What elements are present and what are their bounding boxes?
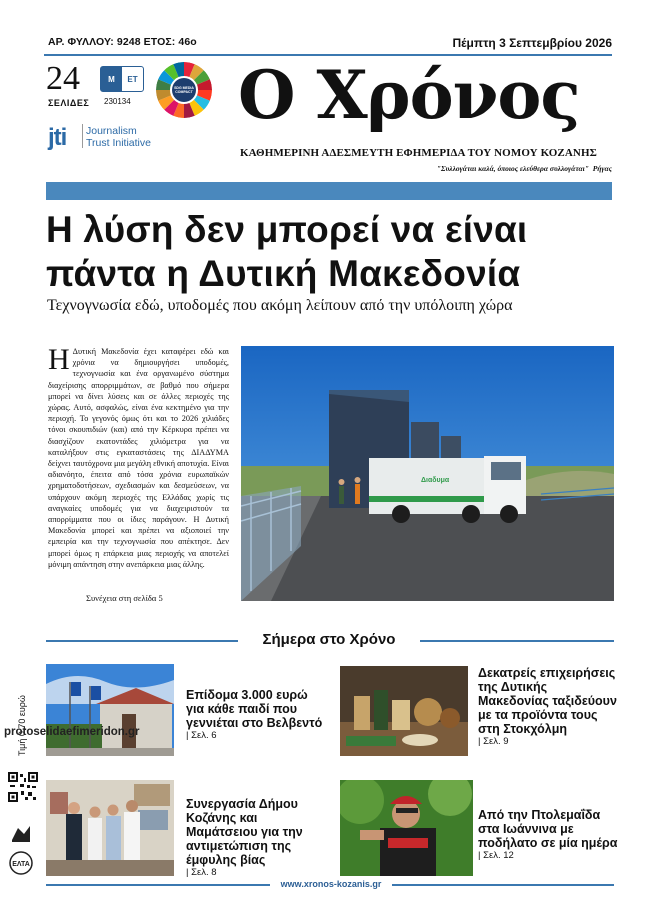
jti-logo: jti	[48, 124, 67, 151]
me-registry-badge	[100, 66, 144, 92]
newspaper-tagline: ΚΑΘΗΜΕΡΙΝΗ ΑΔΕΣΜΕΥΤΗ ΕΦΗΜΕΡΙΔΑ ΤΟΥ ΝΟΜΟΥ ΚΟΖΑΝΗΣ	[240, 147, 597, 159]
page-count-label: ΣΕΛΙΔΕΣ	[48, 98, 90, 108]
section-rule-right	[420, 640, 614, 642]
page-count: 24	[46, 60, 80, 97]
price-label	[12, 690, 30, 760]
drop-cap: Η	[48, 343, 70, 376]
postal-icon	[8, 822, 34, 848]
story-2-title: Δεκατρείς επιχειρήσεις της Δυτικής Μακεδονίας ταξιδεύουν με τα προϊόντα τους στη Στοκχόλμη	[478, 666, 617, 736]
story-2[interactable]	[478, 666, 618, 747]
me-badge-left: Μ	[101, 67, 122, 91]
footer-rule-right	[392, 884, 614, 886]
newspaper-title: Ο Χρόνος	[238, 56, 580, 134]
story-3[interactable]	[186, 797, 326, 878]
svg-text:Τιμή 0,70 ευρώ: Τιμή 0,70 ευρώ	[17, 695, 27, 756]
qr-code[interactable]	[8, 772, 38, 802]
lead-photo-garbage-truck	[241, 346, 614, 601]
story-thumbnail-products[interactable]	[340, 666, 468, 756]
story-2-page: | Σελ. 9	[478, 736, 509, 747]
section-rule-left	[46, 640, 238, 642]
lead-headline[interactable]: Η λύση δεν μπορεί να είναι πάντα η Δυτική Μακεδονία	[46, 209, 528, 294]
story-1-title: Επίδομα 3.000 ευρώ για κάθε παιδί που γεννιέται στο Βελβεντό	[186, 688, 323, 730]
story-3-page: | Σελ. 8	[186, 867, 217, 878]
story-1-page: | Σελ. 6	[186, 730, 217, 741]
lead-body: Η Δυτική Μακεδονία έχει καταφέρει εδώ και χρόνια να δημιουργήσει υποδομές, τεχνογνωσία και ένα οργανωμένο σύστημα διαχείρισης απορριμμάτων, σε βαθμό που σήμερα μπορεί να δίνει λύσεις και σε άλλες περιοχές της χώρας. Αυτό, ασφαλώς, είναι ένα κεκτημένο για την περιοχή. Το γεγονός όμως ότι και το 2026 χιλιάδες τόνοι σκουπιδιών (και) από την Κέρκυρα πρέπει να διασχίζουν εκατοντάδες χιλιόμετρα για να καταλήξουν στις εγκαταστάσεις της ΔΙΑΔΥΜΑ δείχνει ταυτόχρονα μια μεγάλη εθνική αποτυχία. Είναι αδιανόητο, έπειτα από τόσα χρόνια ευρωπαϊκών χρηματοδοτήσεων, σχεδιασμών και δεσμεύσεων, να υπάρχουν ακόμη περιοχές της Ελλάδας χωρίς τις αναγκαίες υποδομές για να διαχειριστούν τα απορρίμματα που οι ίδιες παράγουν. Η Δυτική Μακεδονία μπορεί και πρέπει να αξιοποιεί την εμπειρία και την τεχνογνωσία που απέκτησε. Δεν μπορεί όμως η επάρκεια μιας περιοχής να αποτελεί μόνιμη απάντηση στην ανεπάρκεια μιας άλλης.	[48, 343, 229, 569]
jti-divider	[82, 124, 83, 148]
watermark: protoselidaefimeridon.gr	[4, 726, 140, 738]
story-thumbnail-meeting[interactable]	[46, 780, 174, 876]
story-thumbnail-velvento[interactable]	[46, 664, 174, 756]
lead-subheadline: Τεχνογνωσία εδώ, υποδομές που ακόμη λείπουν από την υπόλοιπη χώρα	[47, 297, 513, 314]
story-3-title: Συνεργασία Δήμου Κοζάνης και Μαμάτσειου για την αντιμετώπιση της έμφυλης βίας	[186, 797, 303, 867]
story-1[interactable]	[186, 688, 326, 741]
story-4-page: | Σελ. 12	[478, 850, 514, 861]
footer-website[interactable]: www.xronos-kozanis.gr	[280, 879, 382, 889]
masthead-bar	[46, 182, 612, 200]
story-4-title: Από την Πτολεμαΐδα στα Ιωάννινα με ποδήλατο σε μία ημέρα	[478, 808, 618, 850]
story-thumbnail-cyclist[interactable]	[340, 780, 473, 876]
newspaper-motto: "Συλλογάται καλά, όποιος ελεύθερα συλλογάται" Ρήγας	[436, 164, 612, 173]
section-title: Σήμερα στο Χρόνο	[262, 631, 396, 648]
story-4[interactable]	[478, 808, 618, 861]
issue-number: ΑΡ. ΦΥΛΛΟΥ: 9248 ΕΤΟΣ: 46ο	[48, 36, 197, 48]
footer-rule-left	[46, 884, 270, 886]
sdg-center: SDG MEDIA COMPACT	[172, 78, 196, 102]
elta-badge-icon	[8, 850, 34, 876]
continued-link[interactable]: Συνέχεια στη σελίδα 5	[86, 593, 163, 603]
svg-text:ΕΛΤΑ: ΕΛΤΑ	[12, 861, 30, 868]
issue-date: Πέμπτη 3 Σεπτεμβρίου 2026	[452, 36, 612, 50]
me-registry-number: 230134	[104, 97, 131, 106]
jti-name: Journalism Trust Initiative	[86, 125, 151, 149]
truck-logo-text: Διαδυμα	[421, 477, 450, 484]
me-badge-right: ΕΤ	[127, 74, 138, 84]
